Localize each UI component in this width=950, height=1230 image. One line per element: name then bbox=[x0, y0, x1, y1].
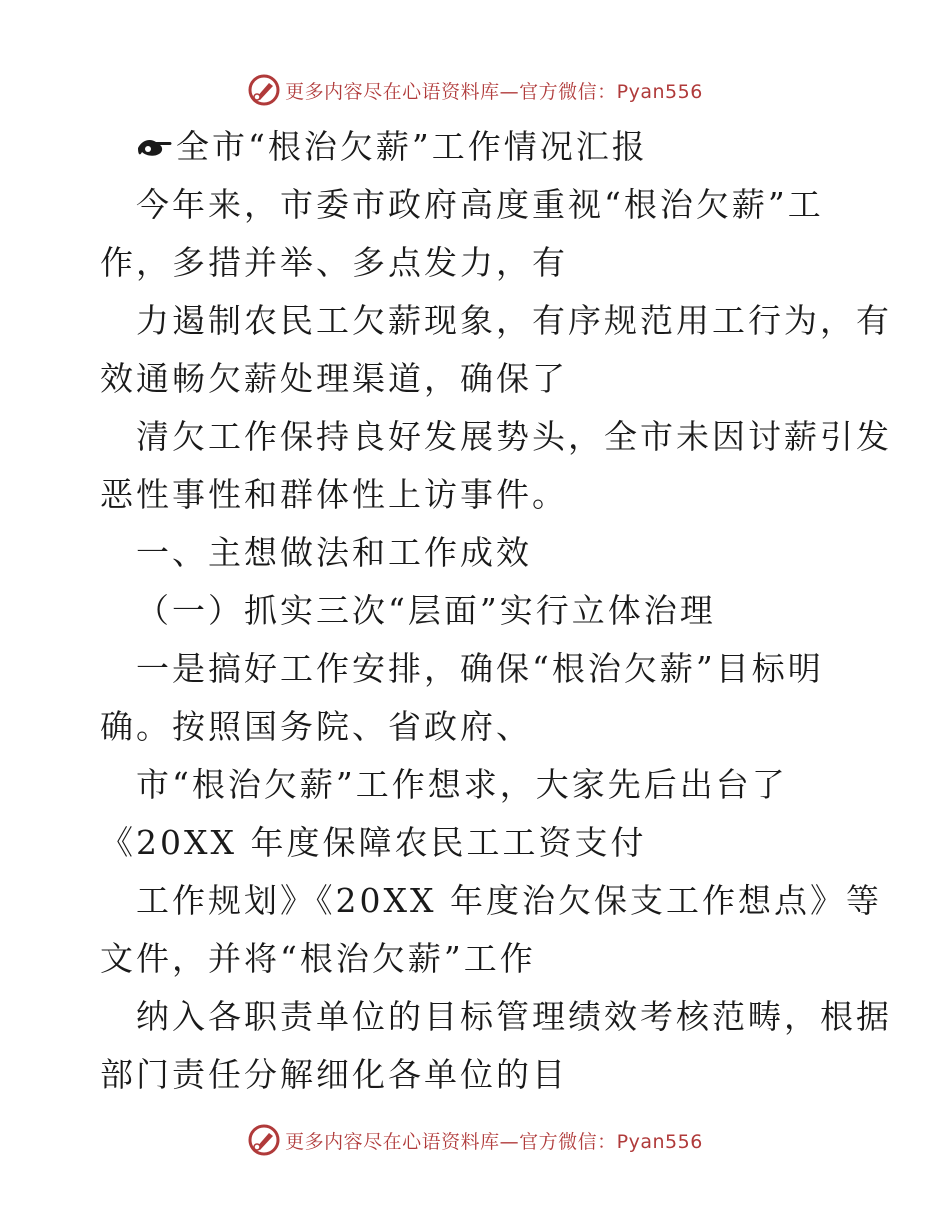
subsection-heading: （一）抓实三次“层面”实行立体治理 bbox=[136, 591, 716, 630]
footer-banner bbox=[0, 1120, 950, 1160]
paragraph-line: 确。按照国务院、省政府、 bbox=[100, 707, 532, 746]
paragraph-line: 文件，并将“根治欠薪”工作 bbox=[100, 939, 536, 978]
paragraph-line: 《20XX 年度保障农民工工资支付 bbox=[100, 823, 647, 862]
banner-main-text: 更多内容尽在心语资料库 bbox=[285, 80, 500, 103]
paragraph-line: 工作规划》《20XX 年度治欠保支工作想点》等 bbox=[136, 881, 882, 920]
paragraph-line: 纳入各职责单位的目标管理绩效考核范畴，根据 bbox=[136, 997, 892, 1036]
pen-circle-icon bbox=[247, 73, 281, 107]
banner-dash: — bbox=[499, 80, 520, 103]
paragraph-line: 清欠工作保持良好发展势头，全市未因讨薪引发 bbox=[136, 417, 892, 456]
banner-dash: — bbox=[499, 1130, 520, 1153]
paragraph-line: 部门责任分解细化各单位的目 bbox=[100, 1055, 568, 1094]
header-banner bbox=[0, 70, 950, 110]
banner-account-text: 官方微信：Pyan556 bbox=[519, 80, 703, 103]
paragraph-line: 作，多措并举、多点发力，有 bbox=[100, 243, 568, 282]
hand-pointer-icon bbox=[136, 134, 174, 160]
banner-text bbox=[285, 77, 703, 104]
banner-account-text: 官方微信：Pyan556 bbox=[519, 1130, 703, 1153]
paragraph-line: 今年来，市委市政府高度重视“根治欠薪”工 bbox=[136, 185, 824, 224]
paragraph-line: 恶性事性和群体性上访事件。 bbox=[100, 475, 568, 514]
pen-circle-icon bbox=[247, 1123, 281, 1157]
paragraph-line: 效通畅欠薪处理渠道，确保了 bbox=[100, 359, 568, 398]
title-text: 全市“根治欠薪”工作情况汇报 bbox=[176, 127, 648, 166]
paragraph-line: 一是搞好工作安排，确保“根治欠薪”目标明 bbox=[136, 649, 824, 688]
paragraph-line: 市“根治欠薪”工作想求，大家先后出台了 bbox=[136, 765, 788, 804]
banner-text bbox=[285, 1127, 703, 1154]
paragraph-line: 力遏制农民工欠薪现象，有序规范用工行为，有 bbox=[136, 301, 892, 340]
document-body bbox=[100, 118, 892, 1104]
banner-main-text: 更多内容尽在心语资料库 bbox=[285, 1130, 500, 1153]
document-title bbox=[100, 118, 860, 176]
section-heading: 一、主想做法和工作成效 bbox=[136, 533, 532, 572]
